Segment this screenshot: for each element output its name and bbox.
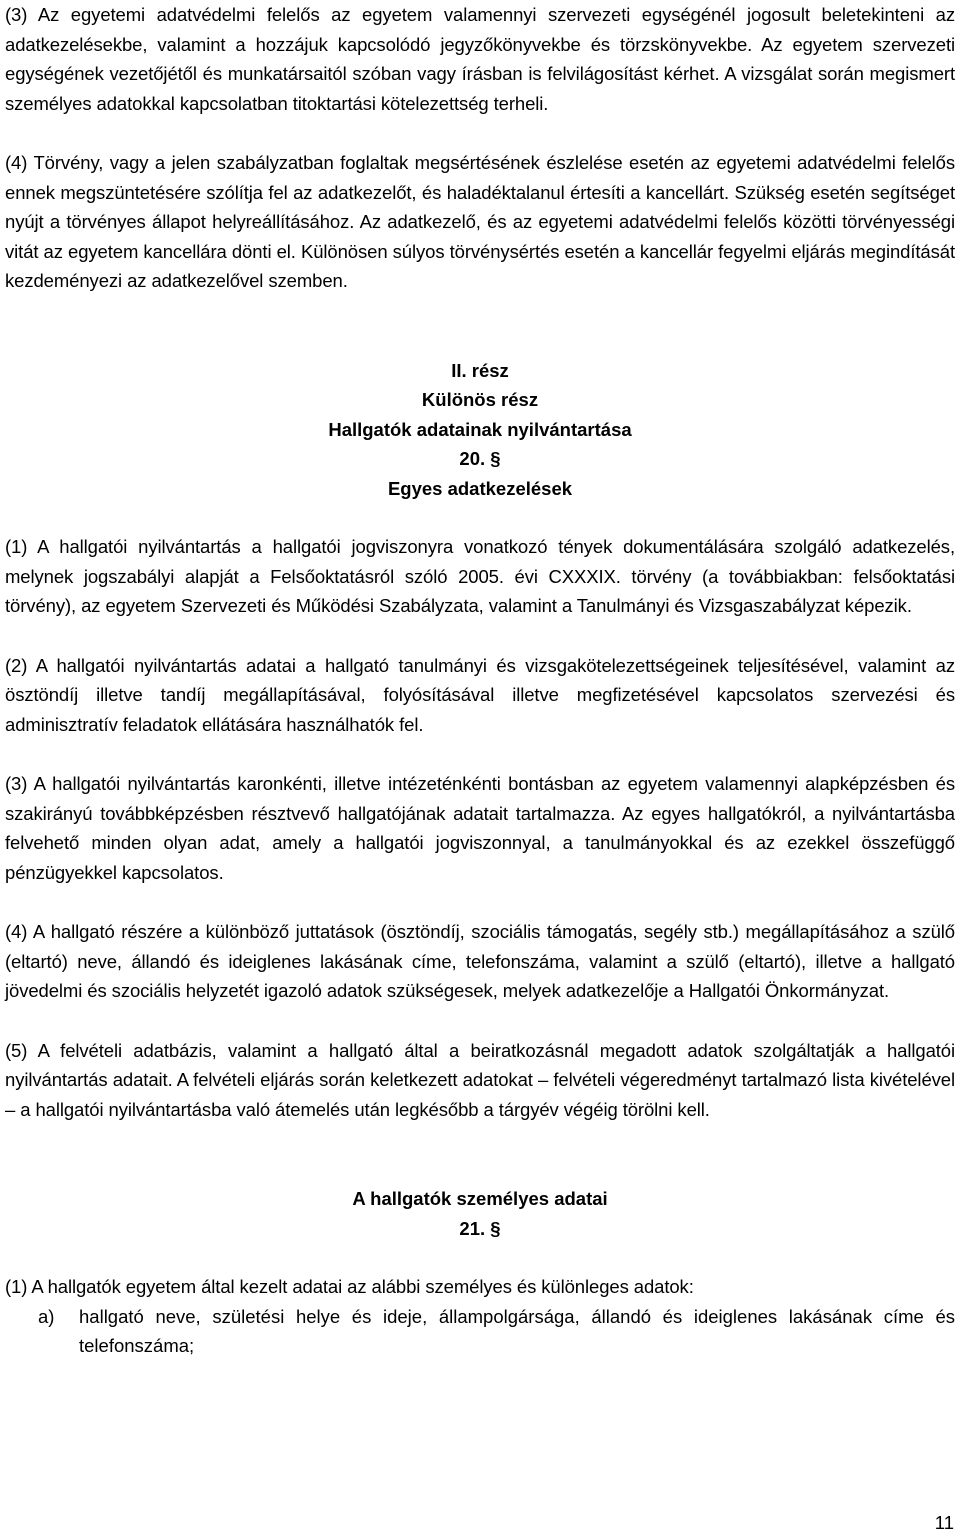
page-number: 11: [934, 1512, 954, 1533]
paragraph-21-1-intro: (1) A hallgatók egyetem által kezelt adatai az alábbi személyes és különleges adatok:: [5, 1276, 694, 1297]
chapter-title-21: A hallgatók személyes adatai: [352, 1188, 608, 1209]
paragraph-20-5: (5) A felvételi adatbázis, valamint a hallgató által a beiratkozásnál megadott adatok szolgáltatják a hallgatói nyilvántartás adatait. A felvételi eljárás során keletkezett adatokat – felvételi végeredményt tartalmazó lista kivételével – a hallgatói nyilvántartásba való átemelés után legkésőbb a tárgyév végéig törölni kell.: [5, 1039, 955, 1120]
part-heading: II. rész: [451, 359, 509, 381]
paragraph-20-3: (3) A hallgatói nyilvántartás karonkénti, illetve intézeténkénti bontásban az egyetem valamennyi alapképzésben és szakirányú továbbképzésben résztvevő hallgatójának adatait tartalmazza. Az egyes hallgatókról, a nyilvántartásba felvehető minden olyan adat, amely a hallgatói jogviszonnyal, a tanulmányokkal és az ezekkel összefüggő pénzügyekkel kapcsolatos.: [5, 773, 955, 883]
paragraph-20-2: (2) A hallgatói nyilvántartás adatai a hallgató tanulmányi és vizsgakötelezettségeinek teljesítésével, valamint az ösztöndíj illetve tandíj megállapításával, folyósításával illetve megfizetésével kapcsolatos szervezési és adminisztratív feladatok ellátására használhatók fel.: [5, 654, 955, 735]
part-title: Különös rész: [421, 389, 539, 410]
paragraph-19-4: (4) Törvény, vagy a jelen szabályzatban foglaltak megsértésének észlelése esetén az egyetemi adatvédelmi felelős ennek megszüntetésére szólítja fel az adatkezelőt, és haladéktalanul értesíti a kancellárt. Szükség esetén segítséget nyújt a törvényes állapot helyreállításához. Az adatkezelő, és az egyetemi adatvédelmi felelős közötti törvényességi vitát az egyetem kancellára dönti el. Különösen súlyos törvénysértés esetén a kancellár fegyelmi eljárás megindítását kezdeményezi az adatkezelővel szemben.: [5, 152, 955, 291]
paragraph-19-3: (3) Az egyetemi adatvédelmi felelős az egyetem valamennyi szervezeti egységénél jogosult beletekinteni az adatkezelésekbe, valamint a hozzájuk kapcsolódó jegyzőkönyvekbe és törzskönyvekbe. Az egyetem szervezeti egységének vezetőjétől és munkatársaitól szóban vagy írásban is felvilágosítást kérhet. A vizsgálat során megismert személyes adatokkal kapcsolatban titoktartási kötelezettség terheli.: [5, 4, 955, 114]
document-page: [5, 0, 955, 1361]
article-number: 20. §: [459, 448, 501, 469]
paragraph-20-1: (1) A hallgatói nyilvántartás a hallgatói jogviszonyra vonatkozó tények dokumentálására szolgáló adatkezelés, melynek jogszabályi alapját a Felsőoktatásról szóló 2005. évi CXXXIX. törvény (a továbbiakban: felsőoktatási törvény), az egyetem Szervezeti és Működési Szabályzata, valamint a Tanulmányi és Vizsgaszabályzat képezik.: [5, 536, 955, 616]
list-item-marker: a): [38, 1305, 55, 1327]
article-number-21: 21. §: [459, 1217, 501, 1239]
paragraph-20-4: (4) A hallgató részére a különböző juttatások (ösztöndíj, szociális támogatás, segély stb.) megállapításához a szülő (eltartó) neve, állandó és ideiglenes lakásának címe, telefonszáma, valamint a szülő (eltartó), illetve a hallgató jövedelmi és szociális helyzetét igazoló adatok szükségesek, melyek adatkezelője a Hallgatói Önkormányzat.: [5, 921, 955, 1001]
list-item-text: hallgató neve, születési helye és ideje, állampolgársága, állandó és ideiglenes lakásának címe és telefonszáma;: [79, 1305, 955, 1356]
article-title: Egyes adatkezelések: [387, 477, 573, 499]
list-item-21-a: [5, 1302, 955, 1361]
chapter-title: Hallgatók adatainak nyilvántartása: [328, 418, 632, 440]
